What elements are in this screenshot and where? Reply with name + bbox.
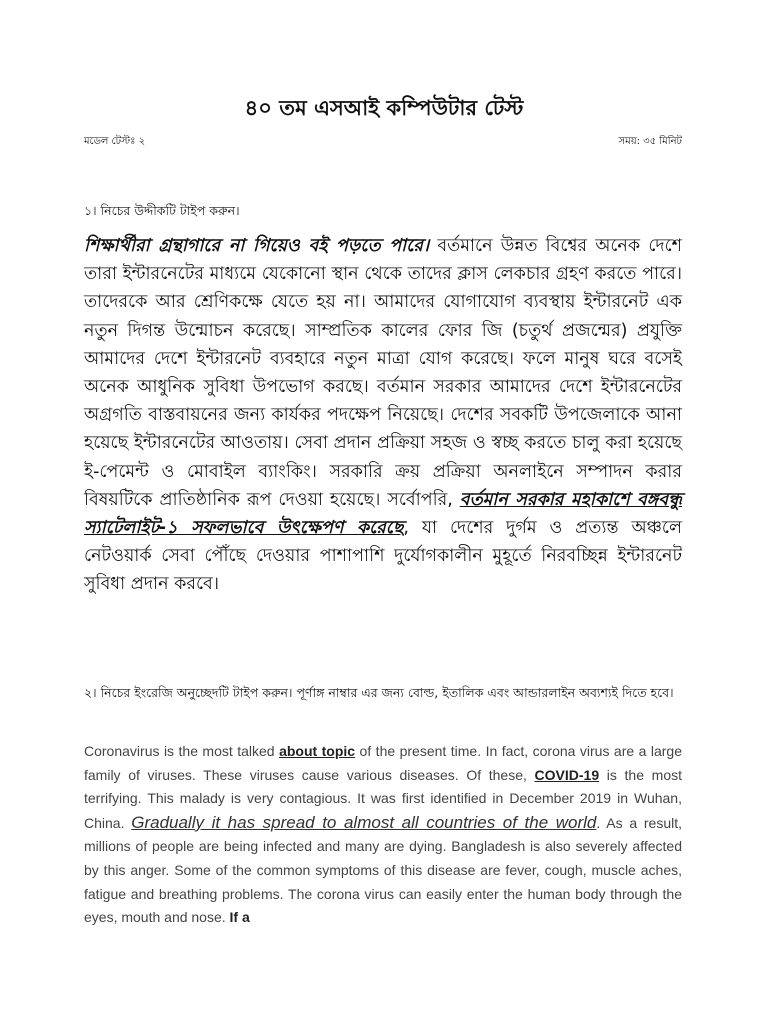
- question-2-instruction: ২। নিচের ইংরেজি অনুচ্ছেদটি টাইপ করুন। পূর্ণাঙ্গ নাম্বার এর জন্য বোল্ড, ইতালিক এবং আন্ডারলাইন অব্যশ্যই দিতে হবে।: [84, 685, 674, 700]
- paragraph-text: Coronavirus is the most talked: [84, 743, 280, 759]
- emphasis-italic-bold: শিক্ষার্থীরা গ্রন্থাগারে না গিয়েও বই পড়তে পারে।: [84, 236, 430, 256]
- question-1-instruction: ১। নিচের উদ্দীকটি টাইপ করুন।: [84, 203, 240, 218]
- italic-underline-text: Gradually it has spread to almost all countries of the world: [131, 812, 597, 832]
- page-title: ৪০ তম এসআই কম্পিউটার টেস্ট: [244, 96, 524, 120]
- paragraph-text: of the present time. In fact, corona virus are a large family of viruses. These viruses cause various diseases. Of these,: [84, 743, 682, 783]
- bold-text: If a: [229, 909, 250, 926]
- emphasis-italic-underline: বর্তমান সরকার মহাকাশে বঙ্গবন্ধু স্যাটেলাইট-১ সফলভাবে উৎক্ষেপণ করেছে: [84, 489, 683, 539]
- model-test-label: মডেল টেস্টঃ ২: [84, 136, 146, 147]
- bold-underline-text: about topic: [279, 743, 356, 759]
- paragraph-text: বর্তমানে উন্নত বিশ্বের অনেক দেশে তারা ইন্টারনেটের মাধ্যমে যেকোনো স্থান থেকে তাদের ক্লাস লেকচার গ্রহণ করতে পারে। তাদেরকে আর শ্রেণিকক্ষে যেতে হয় না। আমাদের যোগাযোগ ব্যবস্থায় ইন্টারনেট এক নতুন দিগন্ত উন্মোচন করেছে। সাম্প্রতিক কালের ফোর জি (চতুর্থ প্রজন্মের) প্রযুক্তি আমাদের দেশে ইন্টারনেট ব্যবহারে নতুন মাত্রা যোগ করেছে। ফলে মানুষ ঘরে বসেই অনেক আধুনিক সুবিধা উপভোগ করছে। বর্তমান সরকার আমাদের দেশে ইন্টারনেটের অগ্রগতি বাস্তবায়নের জন্য কার্যকর পদক্ষেপ নিয়েছে। দেশের সবকটি উপজেলাকে আনা হয়েছে ইন্টারনেটের আওতায়। সেবা প্রদান প্রক্রিয়া সহজ ও স্বচ্ছ করতে চালু করা হয়েছে ই-পেমেন্ট ও মোবাইল ব্যাংকিং। সরকারি ক্রয় প্রক্রিয়া অনলাইনে সম্পাদন করার বিষয়টিকে প্রাতিষ্ঠানিক রূপ দেওয়া হয়েছে। সর্বোপরি,: [84, 236, 682, 510]
- question-1-paragraph: [84, 232, 682, 599]
- paragraph-text: , যা দেশের দুর্গম ও প্রত্যন্ত অঞ্চলে নেটওয়ার্ক সেবা পৌঁছে দেওয়ার পাশাপাশি দুর্যোগকালীন মুহূর্তে নিরবচ্ছিন্ন ইন্টারনেট সুবিধা প্রদান করবে।: [84, 518, 682, 595]
- bold-underline-text: COVID-19: [534, 766, 600, 783]
- question-2-paragraph: [84, 740, 682, 930]
- paragraph-text: . As a result, millions of people are being infected and many are dying. Bangladesh is also severely affected by this anger. Some of the common symptoms of this disease are fever, cough, muscle aches, fatigue and breathing problems. The corona virus can easily enter the human body through the eyes, mouth and nose.: [84, 814, 683, 926]
- paragraph-text: is the most terrifying. This malady is very contagious. It was first identified in December 2019 in Wuhan, China.: [84, 766, 682, 831]
- time-label: সময়: ৩৫ মিনিট: [618, 136, 682, 147]
